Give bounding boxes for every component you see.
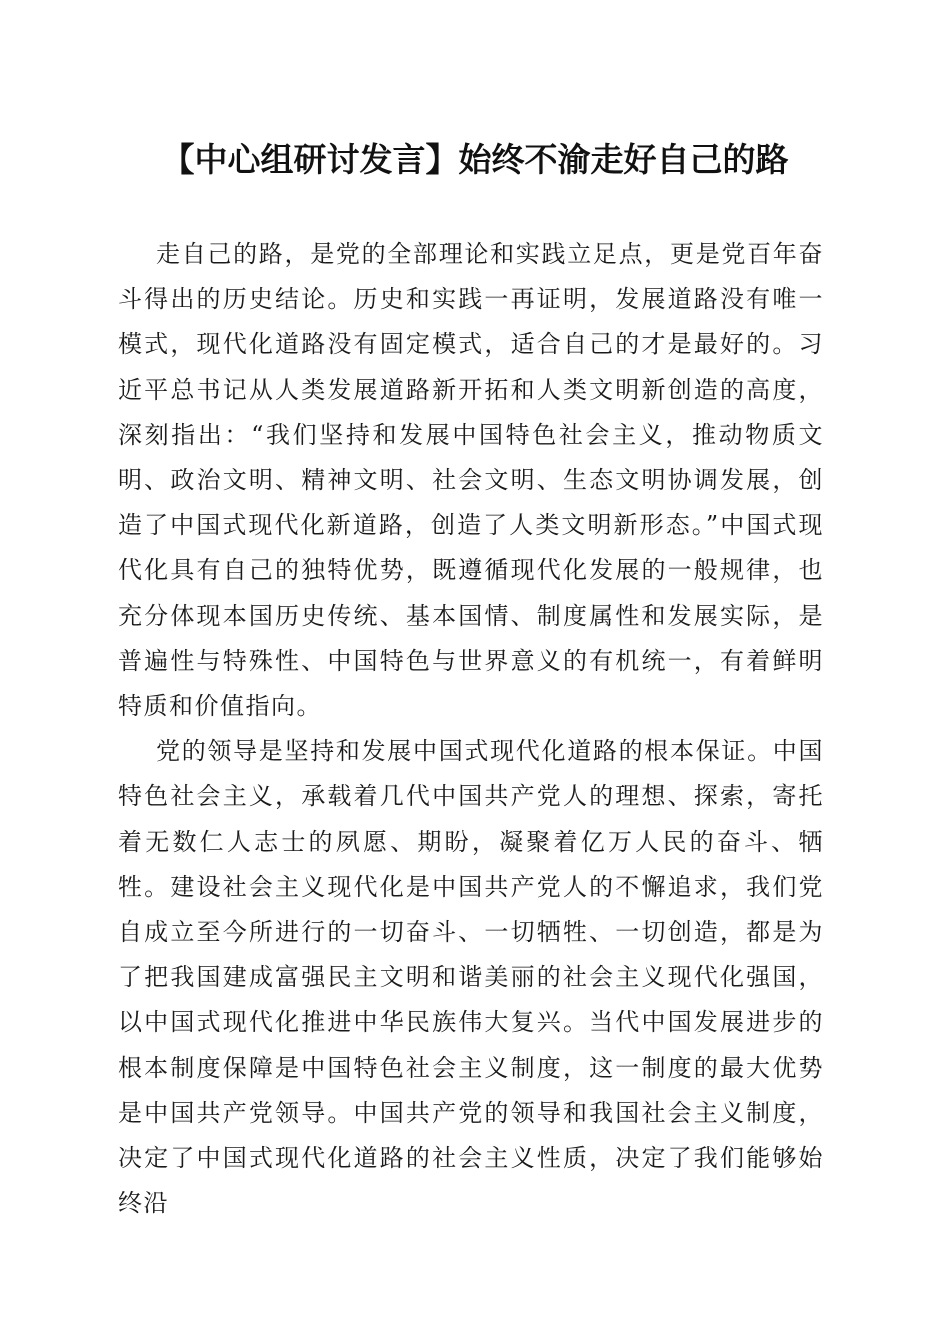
document-title: 【中心组研讨发言】始终不渝走好自己的路 bbox=[161, 140, 789, 179]
paragraph-1: 走自己的路，是党的全部理论和实践立足点，更是党百年奋斗得出的历史结论。历史和实践一再证明，发展道路没有唯一模式，现代化道路没有固定模式，适合自己的才是最好的。习近平总书记从人类发展道路新开拓和人类文明新创造的高度，深刻指出：“我们坚持和发展中国特色社会主义，推动物质文明、政治文明、精神文明、社会文明、生态文明协调发展，创造了中国式现代化新道路，创造了人类文明新形态。”中国式现代化具有自己的独特优势，既遵循现代化发展的一般规律，也充分体现本国历史传统、基本国情、制度属性和发展实际，是普遍性与特殊性、中国特色与世界意义的有机统一，有着鲜明特质和价值指向。 bbox=[118, 240, 824, 721]
paragraph-2: 党的领导是坚持和发展中国式现代化道路的根本保证。中国特色社会主义，承载着几代中国共产党人的理想、探索，寄托着无数仁人志士的夙愿、期盼，凝聚着亿万人民的奋斗、牺牲。建设社会主义现代化是中国共产党人的不懈追求，我们党自成立至今所进行的一切奋斗、一切牺牲、一切创造，都是为了把我国建成富强民主文明和谐美丽的社会主义现代化强国，以中国式现代化推进中华民族伟大复兴。当代中国发展进步的根本制度保障是中国特色社会主义制度，这一制度的最大优势是中国共产党领导。中国共产党的领导和我国社会主义制度，决定了中国式现代化道路的社会主义性质，决定了我们能够始终沿 bbox=[118, 737, 824, 1218]
document-body bbox=[118, 232, 824, 1226]
